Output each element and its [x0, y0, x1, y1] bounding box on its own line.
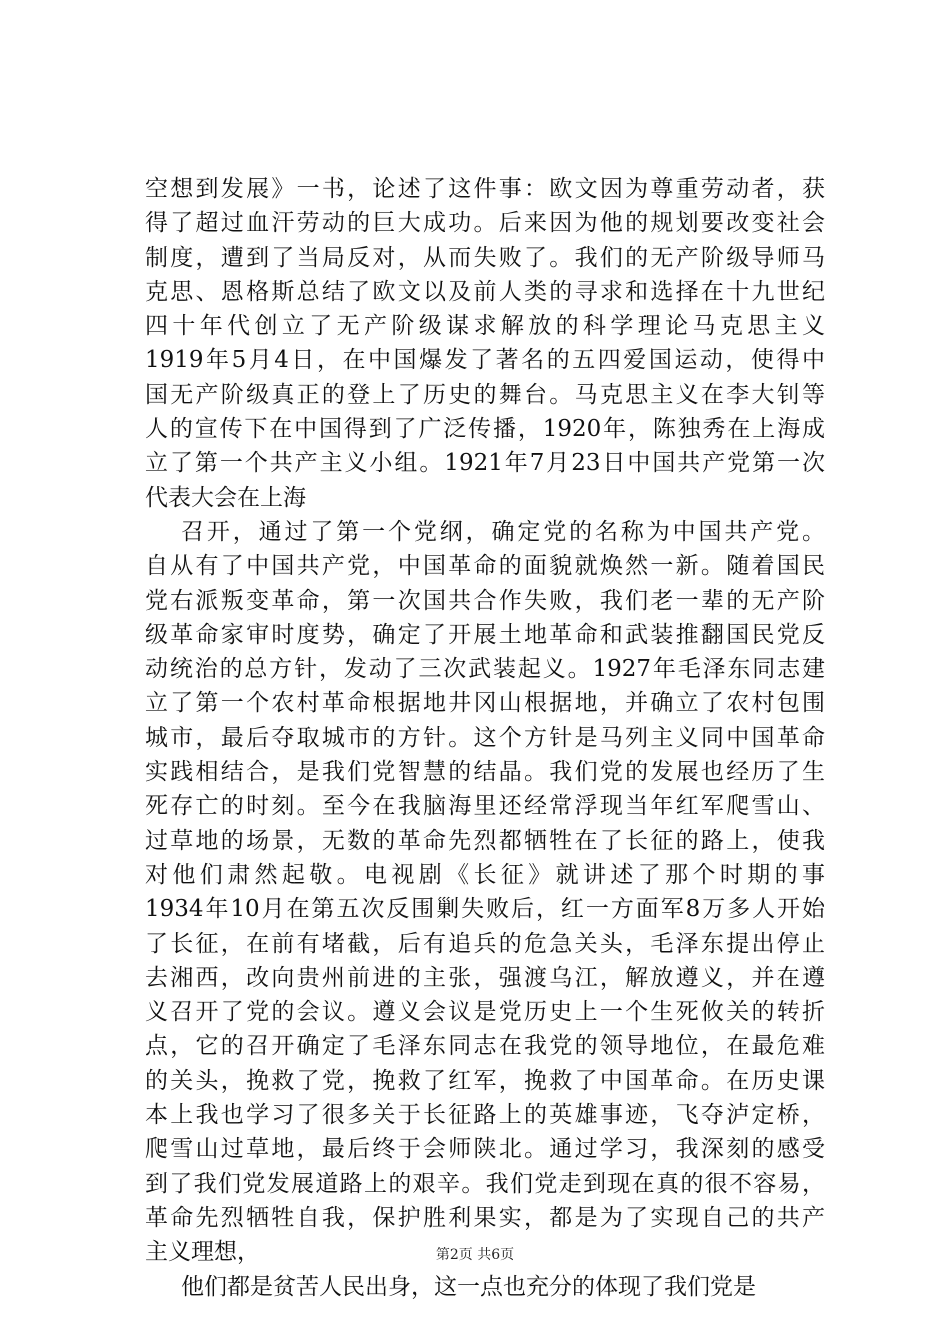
text-line: 空想到发展》一书，论述了这件事：欧文因为尊重劳动者，获: [145, 176, 825, 202]
text-line: 得了超过血汗劳动的巨大成功。后来因为他的规划要改变社会: [145, 210, 825, 237]
text-line: 本上我也学习了很多关于长征路上的英雄事迹，飞夺泸定桥，: [145, 1102, 825, 1129]
text-line: 对他们肃然起敬。电视剧《长征》就讲述了那个时期的事: [145, 861, 825, 888]
text-line: 去湘西，改向贵州前进的主张，强渡乌江，解放遵义，并在遵: [145, 964, 825, 991]
text-line: 点，它的召开确定了毛泽东同志在我党的领导地位，在最危难: [145, 1033, 825, 1060]
text-line: 国无产阶级真正的登上了历史的舞台。马克思主义在李大钊等: [145, 381, 825, 408]
text-line: 死存亡的时刻。至今在我脑海里还经常浮现当年红军爬雪山、: [145, 793, 825, 820]
paragraph-first-line: 召开，通过了第一个党纲，确定党的名称为中国共产党。: [181, 518, 825, 545]
text-line: 四十年代创立了无产阶级谋求解放的科学理论马克思主义: [145, 313, 825, 340]
text-line: 到了我们党发展道路上的艰辛。我们党走到现在真的很不容易，: [145, 1170, 825, 1197]
text-line: 主义理想，: [145, 1239, 260, 1266]
text-line: 爬雪山过草地，最后终于会师陕北。通过学习，我深刻的感受: [145, 1136, 825, 1163]
text-line: 义召开了党的会议。遵义会议是党历史上一个生死攸关的转折: [145, 999, 825, 1026]
text-line: 1934年10月在第五次反围剿失败后，红一方面军8万多人开始: [145, 896, 825, 923]
text-line: 代表大会在上海: [145, 484, 306, 511]
text-line: 立了第一个农村革命根据地井冈山根据地，并确立了农村包围: [145, 690, 825, 717]
text-line: 实践相结合，是我们党智慧的结晶。我们党的发展也经历了生: [145, 759, 825, 786]
page-number-footer: 第2页 共6页: [435, 1247, 515, 1263]
text-line: 自从有了中国共产党，中国革命的面貌就焕然一新。随着国民: [145, 553, 825, 580]
text-line: 制度，遭到了当局反对，从而失败了。我们的无产阶级导师马: [145, 244, 825, 271]
text-line: 立了第一个共产主义小组。1921年7月23日中国共产党第一次: [145, 450, 825, 477]
text-line: 克思、恩格斯总结了欧文以及前人类的寻求和选择在十九世纪: [145, 278, 825, 305]
text-line: 级革命家审时度势，确定了开展土地革命和武装推翻国民党反: [145, 621, 825, 648]
text-line: 革命先烈牺牲自我，保护胜利果实，都是为了实现自己的共产: [145, 1204, 825, 1231]
text-line: 了长征，在前有堵截，后有追兵的危急关头，毛泽东提出停止: [145, 930, 825, 957]
text-line: 人的宣传下在中国得到了广泛传播，1920年，陈独秀在上海成: [145, 416, 825, 443]
paragraph-first-line: 他们都是贫苦人民出身，这一点也充分的体现了我们党是: [181, 1273, 756, 1300]
text-line: 党右派叛变革命，第一次国共合作失败，我们老一辈的无产阶: [145, 587, 825, 614]
text-line: 过草地的场景，无数的革命先烈都牺牲在了长征的路上，使我: [145, 827, 825, 854]
text-line: 1919年5月4日，在中国爆发了著名的五四爱国运动，使得中: [145, 347, 825, 374]
text-line: 城市，最后夺取城市的方针。这个方针是马列主义同中国革命: [145, 724, 825, 751]
text-line: 动统治的总方针，发动了三次武装起义。1927年毛泽东同志建: [145, 656, 825, 683]
text-line: 的关头，挽救了党，挽救了红军，挽救了中国革命。在历史课: [145, 1067, 825, 1094]
document-body: [145, 172, 825, 1304]
